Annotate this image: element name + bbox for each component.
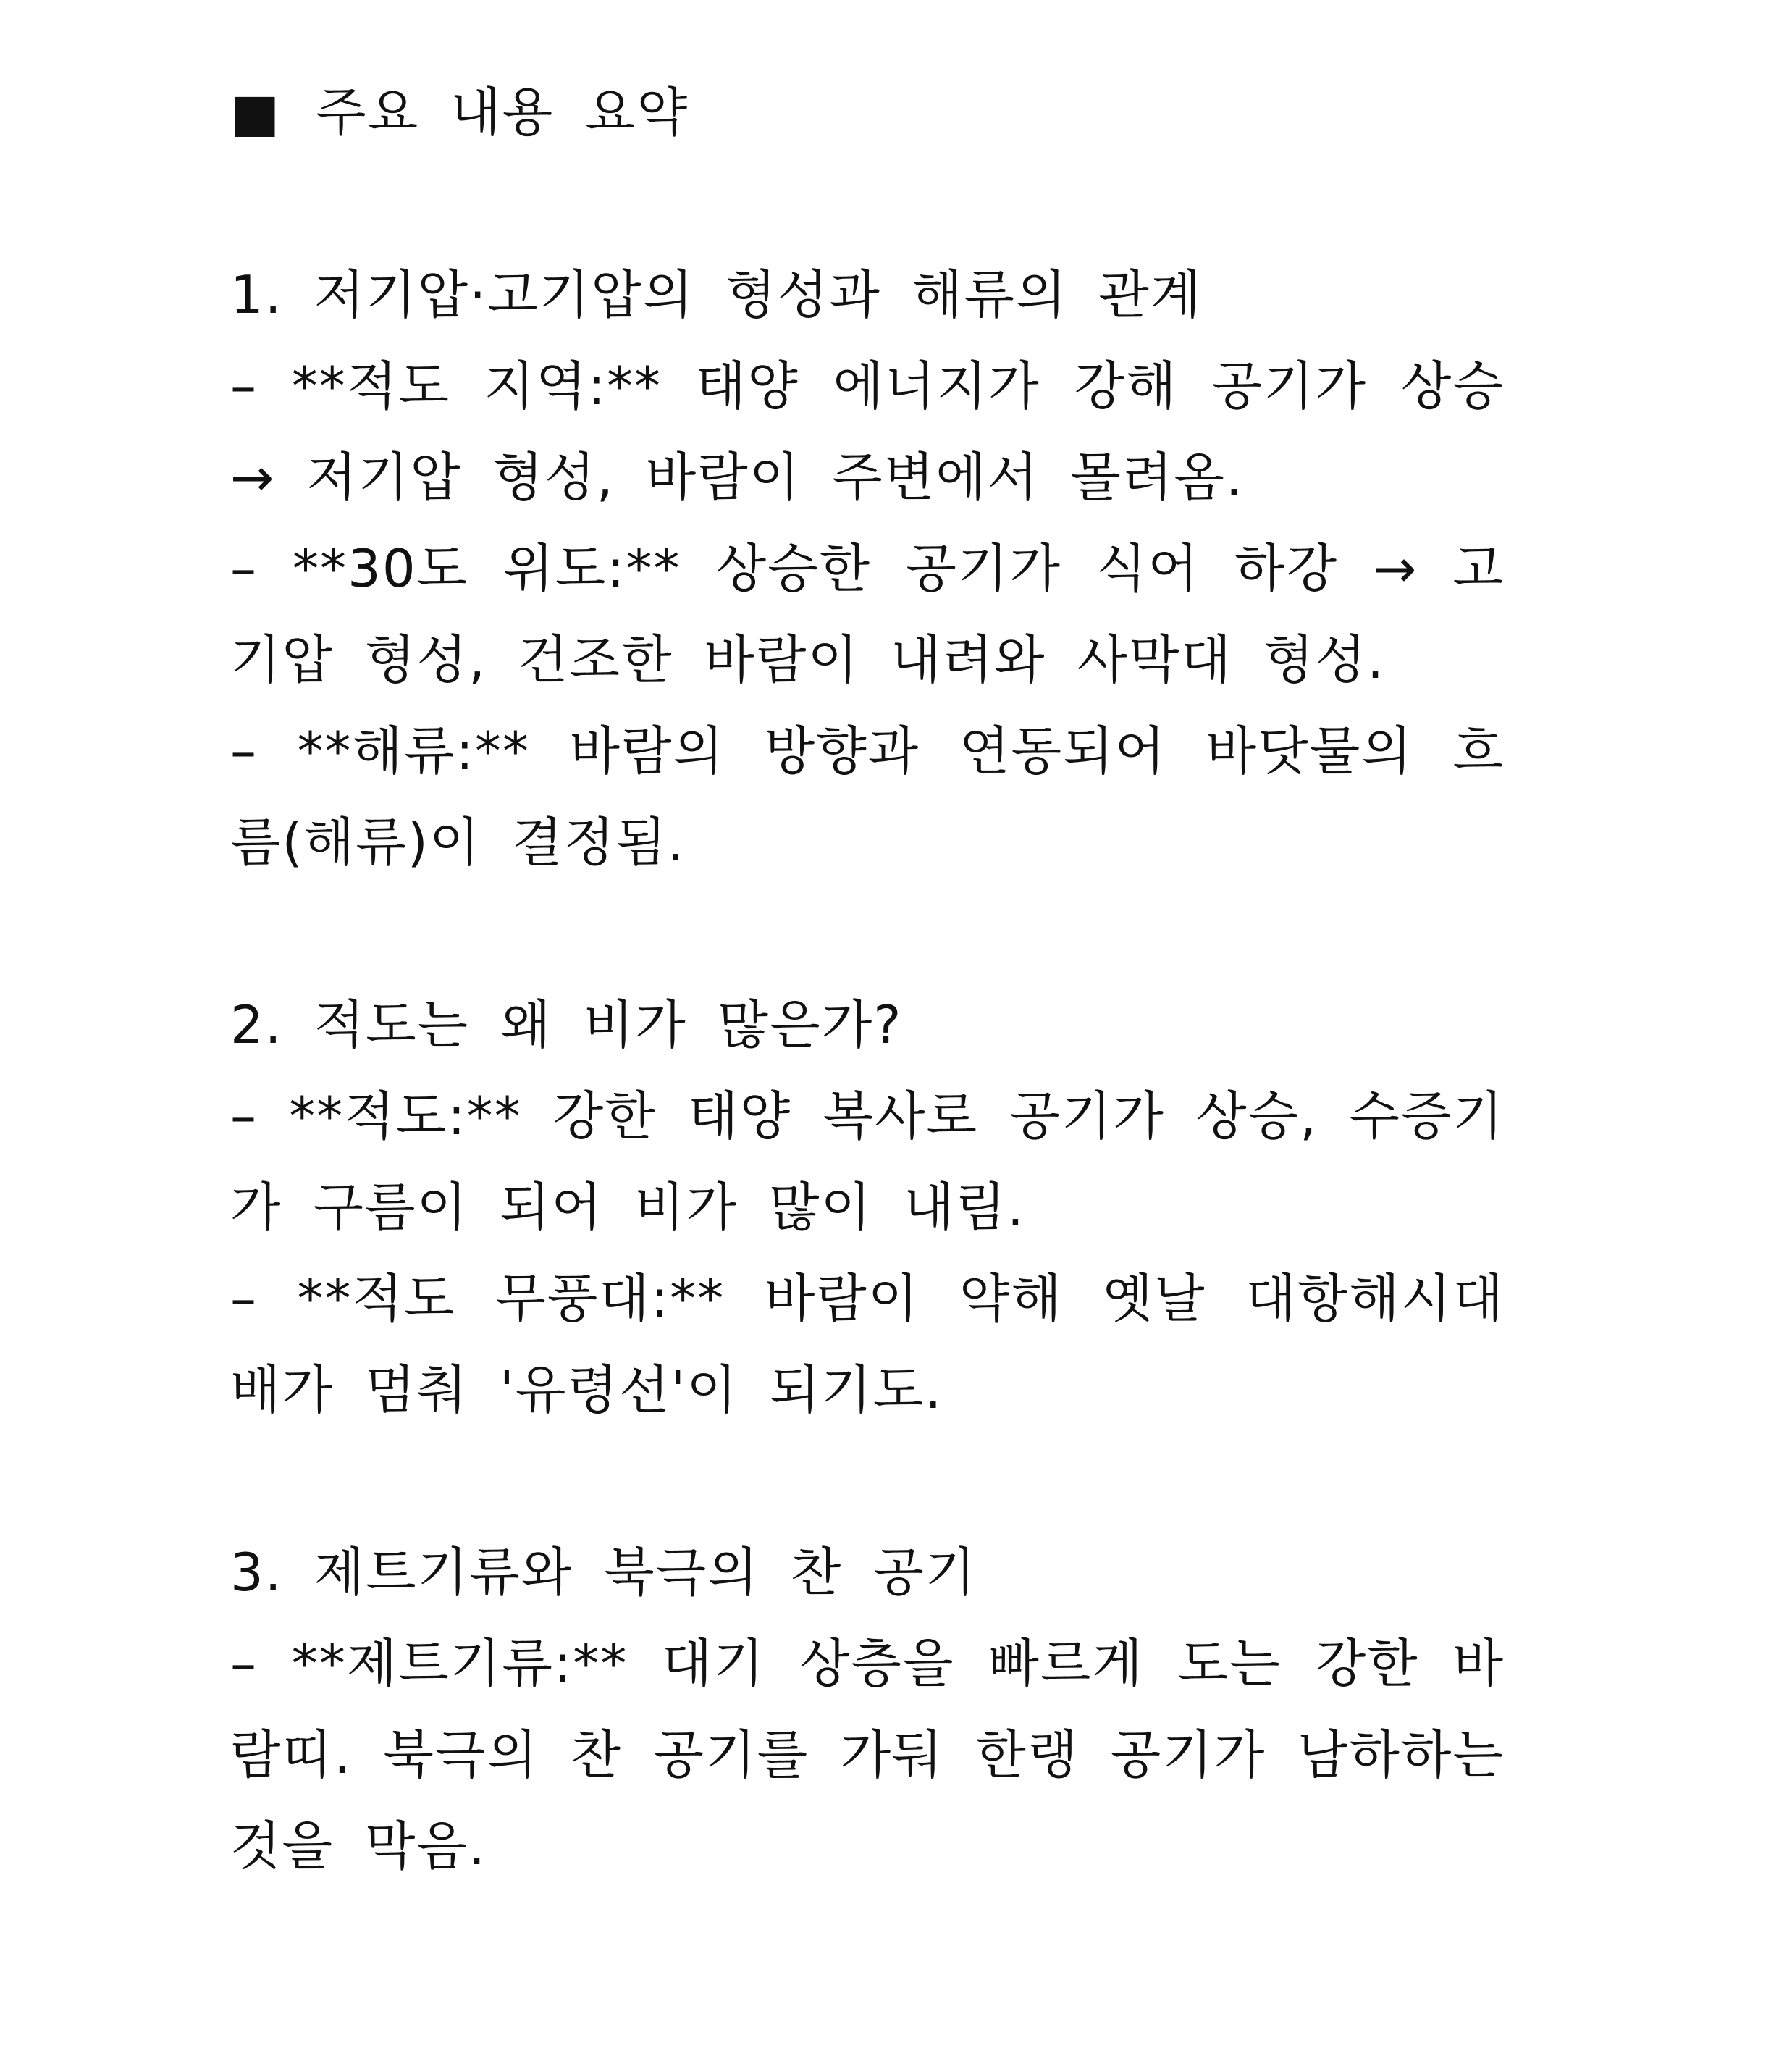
bullet-item: – **제트기류:** 대기 상층을 빠르게 도는 강한 바람띠. 북극의 찬 공기를 가둬 한랭 공기가 남하하는 것을 막음. <box>230 1633 1505 1876</box>
document-title <box>230 67 1505 158</box>
bullet-item: – **적도 무풍대:** 바람이 약해 옛날 대항해시대 배가 멈춰 '유령선'이 되기도. <box>230 1268 1505 1420</box>
section-3 <box>230 1527 1505 1892</box>
summary-document <box>230 67 1505 1892</box>
bullet-item: – **적도:** 강한 태양 복사로 공기가 상승, 수증기가 구름이 되어 비가 많이 내림. <box>230 1086 1505 1238</box>
section-2 <box>230 979 1505 1435</box>
bullet-item: – **적도 지역:** 태양 에너지가 강해 공기가 상승 → 저기압 형성, 바람이 주변에서 몰려옴. <box>230 356 1505 508</box>
section-1 <box>230 249 1505 888</box>
section-heading: 3. 제트기류와 북극의 찬 공기 <box>230 1542 977 1603</box>
title-text: 주요 내용 요약 <box>316 82 689 143</box>
section-heading: 1. 저기압·고기압의 형성과 해류의 관계 <box>230 264 1203 325</box>
bullet-item: – **해류:** 바람의 방향과 연동되어 바닷물의 흐름(해류)이 결정됨. <box>230 721 1505 873</box>
section-heading: 2. 적도는 왜 비가 많은가? <box>230 994 903 1055</box>
bullet-item: – **30도 위도:** 상승한 공기가 식어 하강 → 고기압 형성, 건조한 바람이 내려와 사막대 형성. <box>230 538 1505 690</box>
square-bullet-icon: ■ <box>230 82 282 143</box>
